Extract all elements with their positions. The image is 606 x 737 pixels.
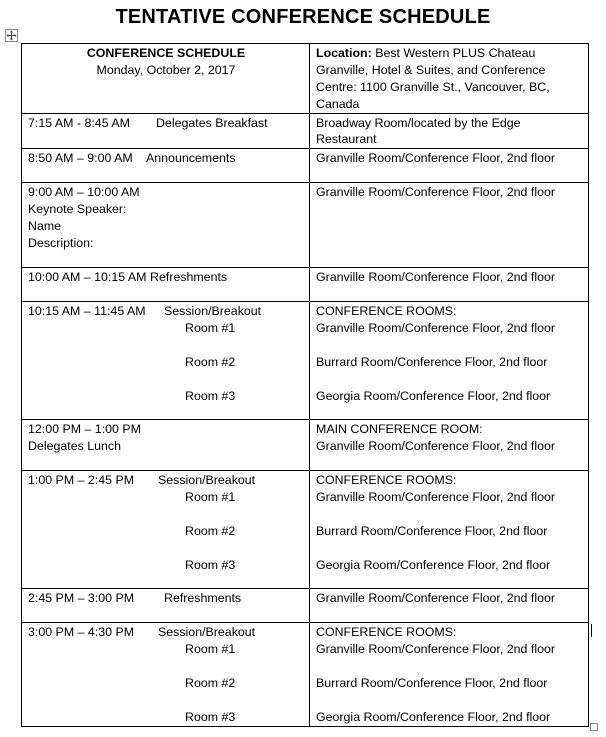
location-cell[interactable]: [310, 183, 589, 268]
location-text: Granville Room/Conference Floor, 2nd floor: [316, 591, 555, 606]
location-text: Granville Room/Conference Floor, 2nd floor: [316, 642, 555, 657]
event-label: Delegates Lunch: [28, 439, 121, 454]
room-label: Room #2: [185, 524, 236, 539]
time-event-cell[interactable]: [22, 623, 310, 726]
location-cell[interactable]: [310, 149, 589, 183]
event-label: Session/Breakout: [164, 304, 262, 319]
keynote-name-label: Name: [28, 219, 62, 234]
location-label: Location:: [316, 46, 372, 60]
time-event-cell[interactable]: [22, 589, 310, 623]
event-label: Refreshments: [150, 270, 228, 285]
time-event-cell[interactable]: [22, 183, 310, 268]
location-cell[interactable]: [310, 268, 589, 302]
location-text: Georgia Room/Conference Floor, 2nd floor: [316, 709, 551, 724]
room-label: Room #1: [185, 490, 236, 505]
table-row: [22, 268, 589, 302]
location-text: Granville Room/Conference Floor, 2nd floor: [316, 185, 555, 200]
table-resize-handle-icon[interactable]: [590, 723, 598, 731]
location-cell[interactable]: [310, 623, 589, 726]
location-text: Burrard Room/Conference Floor, 2nd floor: [316, 355, 548, 370]
location-text: Broadway Room/located by the Edge: [316, 115, 521, 130]
location-line-1: Best Western PLUS Chateau: [371, 46, 536, 60]
time-event-cell[interactable]: [22, 113, 310, 149]
time-label: 10:00 AM – 10:15 AM: [28, 270, 147, 285]
time-label: 7:15 AM - 8:45 AM: [28, 115, 130, 130]
room-label: Room #1: [185, 321, 236, 336]
room-label: Room #3: [185, 388, 236, 403]
room-label: Room #2: [185, 355, 236, 370]
location-line-2: Granville, Hotel & Suites, and Conference: [316, 62, 546, 77]
header-location-cell[interactable]: [310, 44, 589, 114]
event-label: Delegates Breakfast: [156, 115, 268, 130]
location-line-3: Centre: 1100 Granville St., Vancouver, BC,: [316, 79, 550, 94]
location-text: Granville Room/Conference Floor, 2nd floor: [316, 321, 555, 336]
time-label: 3:00 PM – 4:30 PM: [28, 625, 135, 640]
text-cursor: [591, 624, 592, 637]
location-text: Georgia Room/Conference Floor, 2nd floor: [316, 388, 551, 403]
table-move-handle-icon[interactable]: [5, 29, 18, 42]
time-event-cell[interactable]: [22, 420, 310, 471]
table-row: [22, 623, 589, 726]
time-label: 2:45 PM – 3:00 PM: [28, 591, 135, 606]
table-row: [22, 113, 589, 149]
time-event-cell[interactable]: [22, 149, 310, 183]
time-label: 12:00 PM – 1:00 PM: [28, 422, 141, 437]
event-label: Session/Breakout: [158, 625, 256, 640]
location-line-4: Canada: [316, 96, 360, 111]
event-label: Announcements: [146, 151, 236, 166]
room-label: Room #1: [185, 642, 236, 657]
location-header: CONFERENCE ROOMS:: [316, 473, 457, 488]
time-label: 10:15 AM – 11:45 AM: [28, 304, 146, 319]
time-label: 9:00 AM – 10:00 AM: [28, 185, 140, 200]
room-label: Room #3: [185, 709, 236, 724]
time-event-cell[interactable]: [22, 302, 310, 420]
location-text: Georgia Room/Conference Floor, 2nd floor: [316, 557, 551, 572]
location-text: Granville Room/Conference Floor, 2nd floor: [316, 270, 555, 285]
location-cell[interactable]: [310, 113, 589, 149]
location-text: Granville Room/Conference Floor, 2nd floor: [316, 151, 555, 166]
location-cell[interactable]: [310, 302, 589, 420]
schedule-date: Monday, October 2, 2017: [96, 62, 236, 77]
schedule-table[interactable]: [21, 43, 589, 727]
time-label: 1:00 PM – 2:45 PM: [28, 473, 135, 488]
table-row: [22, 471, 589, 589]
room-label: Room #2: [185, 676, 236, 691]
table-row: [22, 302, 589, 420]
table-row: [22, 149, 589, 183]
table-row-header: [22, 44, 589, 114]
location-text: Burrard Room/Conference Floor, 2nd floor: [316, 524, 548, 539]
location-text: Restaurant: [316, 132, 377, 147]
keynote-description-label: Description:: [28, 236, 94, 251]
room-label: Room #3: [185, 557, 236, 572]
location-text: Burrard Room/Conference Floor, 2nd floor: [316, 676, 548, 691]
table-row: [22, 183, 589, 268]
time-event-cell[interactable]: [22, 268, 310, 302]
time-event-cell[interactable]: [22, 471, 310, 589]
table-row: [22, 589, 589, 623]
location-cell[interactable]: [310, 420, 589, 471]
header-schedule-cell[interactable]: [22, 44, 310, 114]
schedule-heading: CONFERENCE SCHEDULE: [86, 46, 246, 60]
event-label: Refreshments: [164, 591, 242, 606]
event-label: Session/Breakout: [158, 473, 256, 488]
location-header: CONFERENCE ROOMS:: [316, 304, 457, 319]
location-header: CONFERENCE ROOMS:: [316, 625, 457, 640]
table-row: [22, 420, 589, 471]
location-header: MAIN CONFERENCE ROOM:: [316, 422, 483, 437]
keynote-speaker-label: Keynote Speaker:: [28, 202, 127, 217]
document-title: TENTATIVE CONFERENCE SCHEDULE: [115, 6, 491, 28]
location-cell[interactable]: [310, 471, 589, 589]
location-cell[interactable]: [310, 589, 589, 623]
location-text: Granville Room/Conference Floor, 2nd floor: [316, 439, 555, 454]
time-label: 8:50 AM – 9:00 AM: [28, 151, 133, 166]
location-text: Granville Room/Conference Floor, 2nd floor: [316, 490, 555, 505]
